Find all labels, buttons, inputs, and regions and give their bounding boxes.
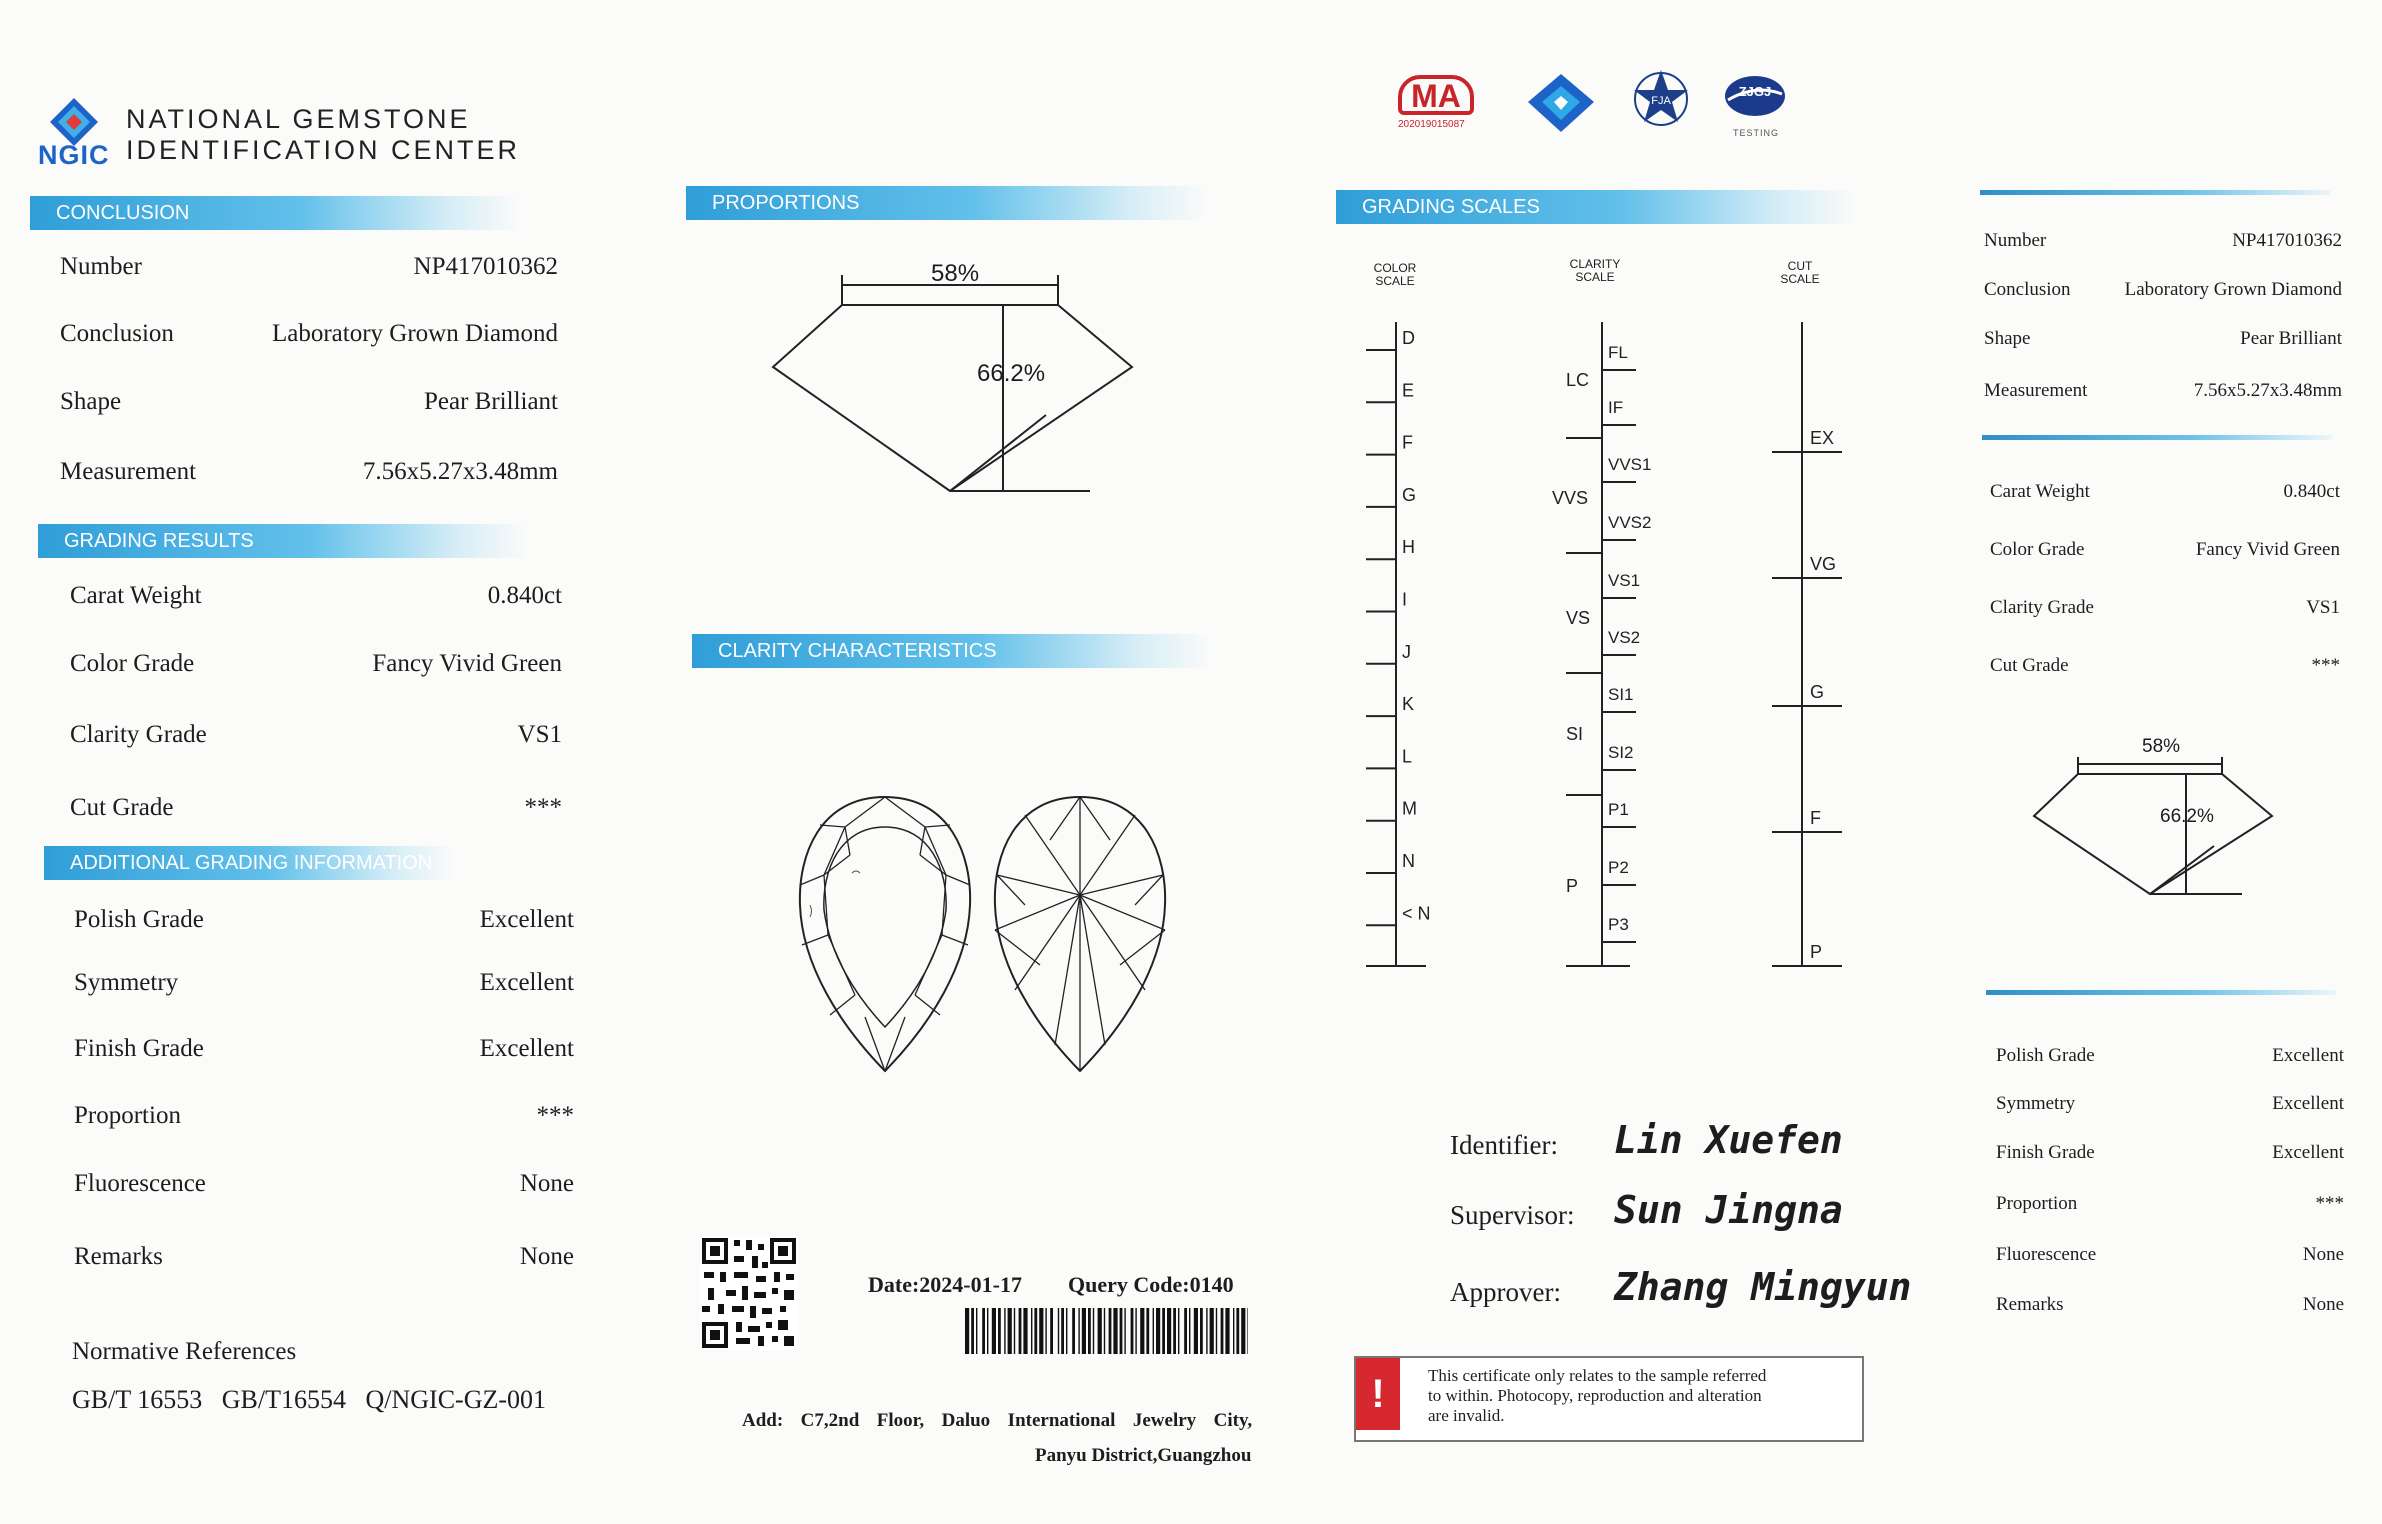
- color-grade-label: I: [1402, 589, 1408, 610]
- row-value: None: [519, 1243, 574, 1270]
- section-additional: ADDITIONAL GRADING INFORMATION: [44, 846, 454, 880]
- clarity-grade-label: [1608, 685, 1634, 704]
- row-label: Finish Grade: [1996, 1142, 2095, 1163]
- color-grade-label: H: [1402, 537, 1415, 558]
- barcode: [965, 1308, 1248, 1354]
- row-value: 7.56x5.27x3.48mm: [2193, 380, 2342, 401]
- row-label: Shape: [60, 388, 122, 415]
- row-label: Symmetry: [1996, 1093, 2076, 1114]
- clarity-plot-pavilion-icon: [985, 795, 1175, 1075]
- conclusion-rows-row: [60, 388, 558, 422]
- normative-title: Normative References: [72, 1338, 297, 1365]
- date-label: Date:2024-01-17: [868, 1272, 1022, 1297]
- clarity-group-label: SI: [1566, 724, 1584, 744]
- table-percentage: 58%: [931, 260, 980, 287]
- barcode-bar: [1050, 1308, 1053, 1354]
- summary-divider-3: [1986, 990, 2336, 995]
- fja-star-logo-icon: [1630, 66, 1692, 128]
- summary-block1-row: [1984, 279, 2342, 313]
- barcode-bar: [1135, 1308, 1136, 1354]
- zjgj-sub: TESTING: [1733, 128, 1780, 138]
- grading-scales-diagram: [1330, 300, 1890, 990]
- barcode-bar: [1078, 1308, 1079, 1354]
- staff-role: Identifier:: [1450, 1130, 1558, 1160]
- summary-proportion-diagram: [2026, 744, 2276, 904]
- conclusion-rows-row: [60, 253, 558, 287]
- barcode-bar: [1098, 1308, 1102, 1354]
- color-grade-label: J: [1402, 641, 1411, 662]
- clarity-grade-label: [1608, 513, 1651, 532]
- barcode-bar: [998, 1308, 1001, 1354]
- clarity-grade-text: VVS1: [1608, 455, 1652, 474]
- grading-rows-row: [70, 794, 562, 828]
- barcode-bar: [1156, 1308, 1160, 1354]
- barcode-bar: [1088, 1308, 1091, 1354]
- color-grade-label: < N: [1402, 903, 1431, 924]
- clarity-grade-text: SI1: [1608, 685, 1634, 704]
- clarity-grade-text: VS2: [1608, 628, 1641, 647]
- section-grading-scales: GRADING SCALES: [1336, 190, 1856, 224]
- row-value: Pear Brilliant: [424, 388, 558, 415]
- color-grade-label: M: [1402, 798, 1417, 819]
- row-label: Number: [1984, 230, 2047, 251]
- org-name-line1: NATIONAL GEMSTONE: [126, 104, 471, 134]
- cut-grade-label: G: [1810, 682, 1825, 702]
- staff-signature: Zhang Mingyun: [1614, 1265, 1912, 1309]
- conclusion-rows-row: [60, 320, 558, 354]
- clarity-grade-label: [1608, 628, 1640, 647]
- fja-text: FJA: [1651, 95, 1671, 107]
- barcode-bar: [1216, 1308, 1217, 1354]
- row-value: Excellent: [2272, 1093, 2344, 1114]
- summary-block3-row: [1996, 1045, 2344, 1079]
- summary-block2-row: [1990, 655, 2340, 689]
- row-label: Carat Weight: [1990, 481, 2090, 502]
- barcode-bar: [1120, 1308, 1123, 1354]
- clarity-grade-label: [1608, 398, 1623, 417]
- additional-rows-row: [74, 969, 574, 1003]
- cma-logo: [1398, 75, 1484, 135]
- barcode-bar: [1061, 1308, 1064, 1354]
- zjgj-text: ZJGJ: [1738, 84, 1772, 99]
- row-label: Fluorescence: [1996, 1244, 2097, 1265]
- clarity-group-label: P: [1566, 876, 1579, 896]
- row-value: Excellent: [479, 969, 574, 996]
- row-value: Pear Brilliant: [2240, 328, 2342, 349]
- barcode-bar: [1082, 1308, 1086, 1354]
- summary-block2-row: [1990, 481, 2340, 515]
- summary-block3-row: [1996, 1244, 2344, 1278]
- barcode-bar: [1058, 1308, 1059, 1354]
- cut-scale-title-line1: CUT: [1787, 259, 1813, 273]
- section-grading-results: GRADING RESULTS: [38, 524, 528, 558]
- row-label: Cut Grade: [1990, 655, 2069, 676]
- row-label: Conclusion: [1984, 279, 2071, 300]
- clarity-grade-label: [1608, 571, 1640, 590]
- additional-rows-row: [74, 1170, 574, 1204]
- row-value: Excellent: [479, 1035, 574, 1062]
- clarity-group-label: VS: [1566, 608, 1591, 628]
- barcode-bar: [1066, 1308, 1067, 1354]
- summary-block3-row: [1996, 1294, 2344, 1328]
- zjgj-logo-icon: [1722, 74, 1788, 120]
- clarity-grade-text: P1: [1608, 800, 1629, 819]
- cut-grade-label: EX: [1810, 428, 1835, 448]
- barcode-bar: [1146, 1308, 1149, 1354]
- warning-box: [1354, 1356, 1864, 1442]
- staff-role: Approver:: [1450, 1277, 1561, 1307]
- barcode-bar: [1124, 1308, 1125, 1354]
- row-value: Excellent: [2272, 1142, 2344, 1163]
- row-label: Fluorescence: [74, 1170, 206, 1197]
- cut-grade-label: F: [1810, 808, 1821, 828]
- lab-diamond-logo-icon: [1526, 72, 1596, 134]
- clarity-grade-label: [1608, 858, 1629, 877]
- conclusion-rows-row: [60, 458, 558, 492]
- section-proportions: PROPORTIONS: [686, 186, 1206, 220]
- barcode-bar: [1034, 1308, 1037, 1354]
- row-label: Clarity Grade: [1990, 597, 2094, 618]
- barcode-bar: [1221, 1308, 1224, 1354]
- barcode-bar: [1233, 1308, 1234, 1354]
- warning-icon: !: [1356, 1358, 1400, 1430]
- summary-block3-row: [1996, 1193, 2344, 1227]
- clarity-grade-label: [1608, 343, 1628, 362]
- summary-table-percentage: 58%: [2142, 736, 2181, 757]
- row-label: Measurement: [60, 458, 197, 485]
- clarity-grade-label: [1608, 743, 1634, 762]
- row-label: Polish Grade: [1996, 1045, 2095, 1066]
- clarity-grade-text: VVS2: [1608, 513, 1652, 532]
- row-label: Remarks: [74, 1243, 163, 1270]
- staff-signature: Lin Xuefen: [1614, 1118, 1843, 1162]
- cut-scale-title: [1775, 260, 1825, 286]
- barcode-bar: [1140, 1308, 1144, 1354]
- color-scale-title-line2: SCALE: [1375, 274, 1415, 288]
- barcode-bar: [1167, 1308, 1171, 1354]
- barcode-bar: [1093, 1308, 1094, 1354]
- row-label: Finish Grade: [74, 1035, 204, 1062]
- barcode-bar: [1109, 1308, 1112, 1354]
- address-line2: Panyu District,Guangzhou: [1035, 1445, 1252, 1466]
- color-scale-title: [1370, 262, 1420, 288]
- summary-block3-row: [1996, 1093, 2344, 1127]
- clarity-grade-label: [1608, 915, 1629, 934]
- barcode-bar: [1225, 1308, 1229, 1354]
- cut-grade-label: VG: [1810, 554, 1837, 574]
- barcode-bar: [987, 1308, 988, 1354]
- clarity-grade-text: P2: [1608, 858, 1629, 877]
- summary-block1-row: [1984, 380, 2342, 414]
- row-label: Conclusion: [60, 320, 174, 347]
- row-value: Laboratory Grown Diamond: [271, 320, 558, 347]
- grading-rows-row: [70, 582, 562, 616]
- summary-block2-row: [1990, 539, 2340, 573]
- grading-rows-row: [70, 721, 562, 755]
- barcode-bar: [976, 1308, 977, 1354]
- summary-block1-row: [1984, 328, 2342, 362]
- row-label: Carat Weight: [70, 582, 202, 609]
- row-label: Proportion: [74, 1102, 181, 1129]
- color-grade-label: N: [1402, 851, 1415, 871]
- barcode-bar: [1072, 1308, 1075, 1354]
- additional-rows-row: [74, 906, 574, 940]
- barcode-bar: [1039, 1308, 1043, 1354]
- barcode-bar: [982, 1308, 985, 1354]
- clarity-grade-text: P3: [1608, 915, 1629, 934]
- barcode-bar: [1194, 1308, 1198, 1354]
- warning-line1: This certificate only relates to the sample referred: [1428, 1366, 1767, 1385]
- clarity-grade-text: FL: [1608, 343, 1628, 362]
- row-value: NP417010362: [413, 253, 558, 280]
- row-label: Measurement: [1984, 380, 2088, 401]
- row-value: Laboratory Grown Diamond: [2124, 279, 2342, 300]
- barcode-bar: [1206, 1308, 1207, 1354]
- barcode-bar: [1014, 1308, 1015, 1354]
- color-grade-label: L: [1402, 746, 1413, 767]
- warning-line2: to within. Photocopy, reproduction and alteration: [1428, 1386, 1762, 1405]
- barcode-bar: [1241, 1308, 1245, 1354]
- clarity-grade-text: SI2: [1608, 743, 1634, 762]
- clarity-grade-label: [1608, 455, 1651, 474]
- barcode-bar: [1162, 1308, 1165, 1354]
- staff-role: Supervisor:: [1450, 1200, 1575, 1230]
- barcode-bar: [1173, 1308, 1176, 1354]
- section-conclusion: CONCLUSION: [30, 196, 520, 230]
- row-value: None: [519, 1170, 574, 1197]
- barcode-bar: [1236, 1308, 1239, 1354]
- barcode-bar: [1178, 1308, 1179, 1354]
- staff-signature: Sun Jingna: [1614, 1188, 1843, 1232]
- depth-percentage: 66.2%: [977, 360, 1046, 387]
- color-grade-label: K: [1402, 694, 1415, 715]
- row-value: Fancy Vivid Green: [2195, 539, 2340, 560]
- org-name-line2: IDENTIFICATION CENTER: [126, 135, 521, 165]
- cut-scale-title-line2: SCALE: [1780, 272, 1820, 286]
- row-value: None: [2302, 1244, 2344, 1265]
- grading-rows-row: [70, 650, 562, 684]
- barcode-bar: [1247, 1308, 1248, 1354]
- barcode-bar: [1210, 1308, 1214, 1354]
- row-label: Cut Grade: [70, 794, 174, 821]
- logo-abbr: NGIC: [38, 140, 110, 170]
- row-value: VS1: [2306, 597, 2340, 618]
- clarity-grade-text: IF: [1608, 398, 1624, 417]
- section-clarity: CLARITY CHARACTERISTICS: [692, 634, 1212, 668]
- barcode-bar: [1153, 1308, 1154, 1354]
- row-value: 0.840ct: [487, 582, 562, 609]
- summary-depth-percentage: 66.2%: [2160, 806, 2214, 827]
- proportion-diagram: [760, 255, 1140, 505]
- additional-rows-row: [74, 1243, 574, 1277]
- additional-rows-row: [74, 1102, 574, 1136]
- row-value: ***: [524, 794, 562, 821]
- barcode-bar: [1004, 1308, 1005, 1354]
- barcode-bar: [1008, 1308, 1012, 1354]
- normative-refs: GB/T 16553 GB/T16554 Q/NGIC-GZ-001: [72, 1385, 547, 1414]
- row-label: Symmetry: [74, 969, 179, 996]
- cut-grade-label: P: [1810, 942, 1823, 962]
- row-value: None: [2302, 1294, 2344, 1315]
- summary-block3-row: [1996, 1142, 2344, 1176]
- cma-number: 202019015087: [1398, 119, 1465, 130]
- clarity-grade-text: VS1: [1608, 571, 1641, 590]
- barcode-bar: [965, 1308, 969, 1354]
- color-grade-label: G: [1402, 484, 1417, 505]
- summary-divider-2: [1982, 435, 2332, 440]
- row-label: Polish Grade: [74, 906, 204, 933]
- barcode-bar: [1023, 1308, 1027, 1354]
- row-label: Proportion: [1996, 1193, 2078, 1214]
- color-grade-label: F: [1402, 432, 1413, 453]
- clarity-grade-label: [1608, 800, 1629, 819]
- clarity-scale-title-line1: CLARITY: [1569, 257, 1621, 271]
- barcode-bar: [1104, 1308, 1105, 1354]
- row-value: Excellent: [2272, 1045, 2344, 1066]
- row-value: ***: [2315, 1193, 2344, 1214]
- barcode-bar: [1019, 1308, 1022, 1354]
- row-label: Clarity Grade: [70, 721, 207, 748]
- address-line1: Add: C7,2nd Floor, Daluo International Jewelry City,: [742, 1410, 1253, 1431]
- row-label: Number: [60, 253, 142, 280]
- clarity-group-label: LC: [1566, 370, 1590, 390]
- row-label: Remarks: [1996, 1294, 2064, 1315]
- summary-block1-row: [1984, 230, 2342, 264]
- additional-rows-row: [74, 1035, 574, 1069]
- barcode-bar: [1131, 1308, 1134, 1354]
- color-grade-label: E: [1402, 380, 1415, 401]
- row-value: Fancy Vivid Green: [372, 650, 562, 677]
- row-label: Color Grade: [1990, 539, 2085, 560]
- row-value: ***: [2311, 655, 2340, 676]
- barcode-bar: [1184, 1308, 1187, 1354]
- clarity-plot-crown-icon: [790, 795, 980, 1075]
- row-value: ***: [536, 1102, 574, 1129]
- row-value: Excellent: [479, 906, 574, 933]
- color-grade-label: D: [1402, 328, 1415, 348]
- row-value: 7.56x5.27x3.48mm: [362, 458, 558, 485]
- clarity-group-label: VVS: [1552, 488, 1589, 508]
- barcode-bar: [1200, 1308, 1203, 1354]
- row-value: VS1: [517, 721, 562, 748]
- query-code: Query Code:0140: [1068, 1272, 1234, 1297]
- barcode-bar: [1045, 1308, 1046, 1354]
- cma-mark: MA: [1398, 75, 1474, 115]
- clarity-scale-title-line2: SCALE: [1575, 270, 1615, 284]
- clarity-scale-title: [1565, 258, 1625, 284]
- summary-divider-1: [1980, 190, 2330, 195]
- color-scale-title-line1: COLOR: [1373, 261, 1417, 275]
- barcode-bar: [1031, 1308, 1032, 1354]
- row-label: Color Grade: [70, 650, 195, 677]
- barcode-bar: [1113, 1308, 1117, 1354]
- warning-line3: are invalid.: [1428, 1406, 1505, 1425]
- barcode-bar: [971, 1308, 974, 1354]
- summary-block2-row: [1990, 597, 2340, 631]
- row-value: 0.840ct: [2283, 481, 2340, 502]
- barcode-bar: [1189, 1308, 1190, 1354]
- barcode-bar: [992, 1308, 996, 1354]
- row-label: Shape: [1984, 328, 2031, 349]
- qr-code: [700, 1236, 798, 1350]
- row-value: NP417010362: [2232, 230, 2342, 251]
